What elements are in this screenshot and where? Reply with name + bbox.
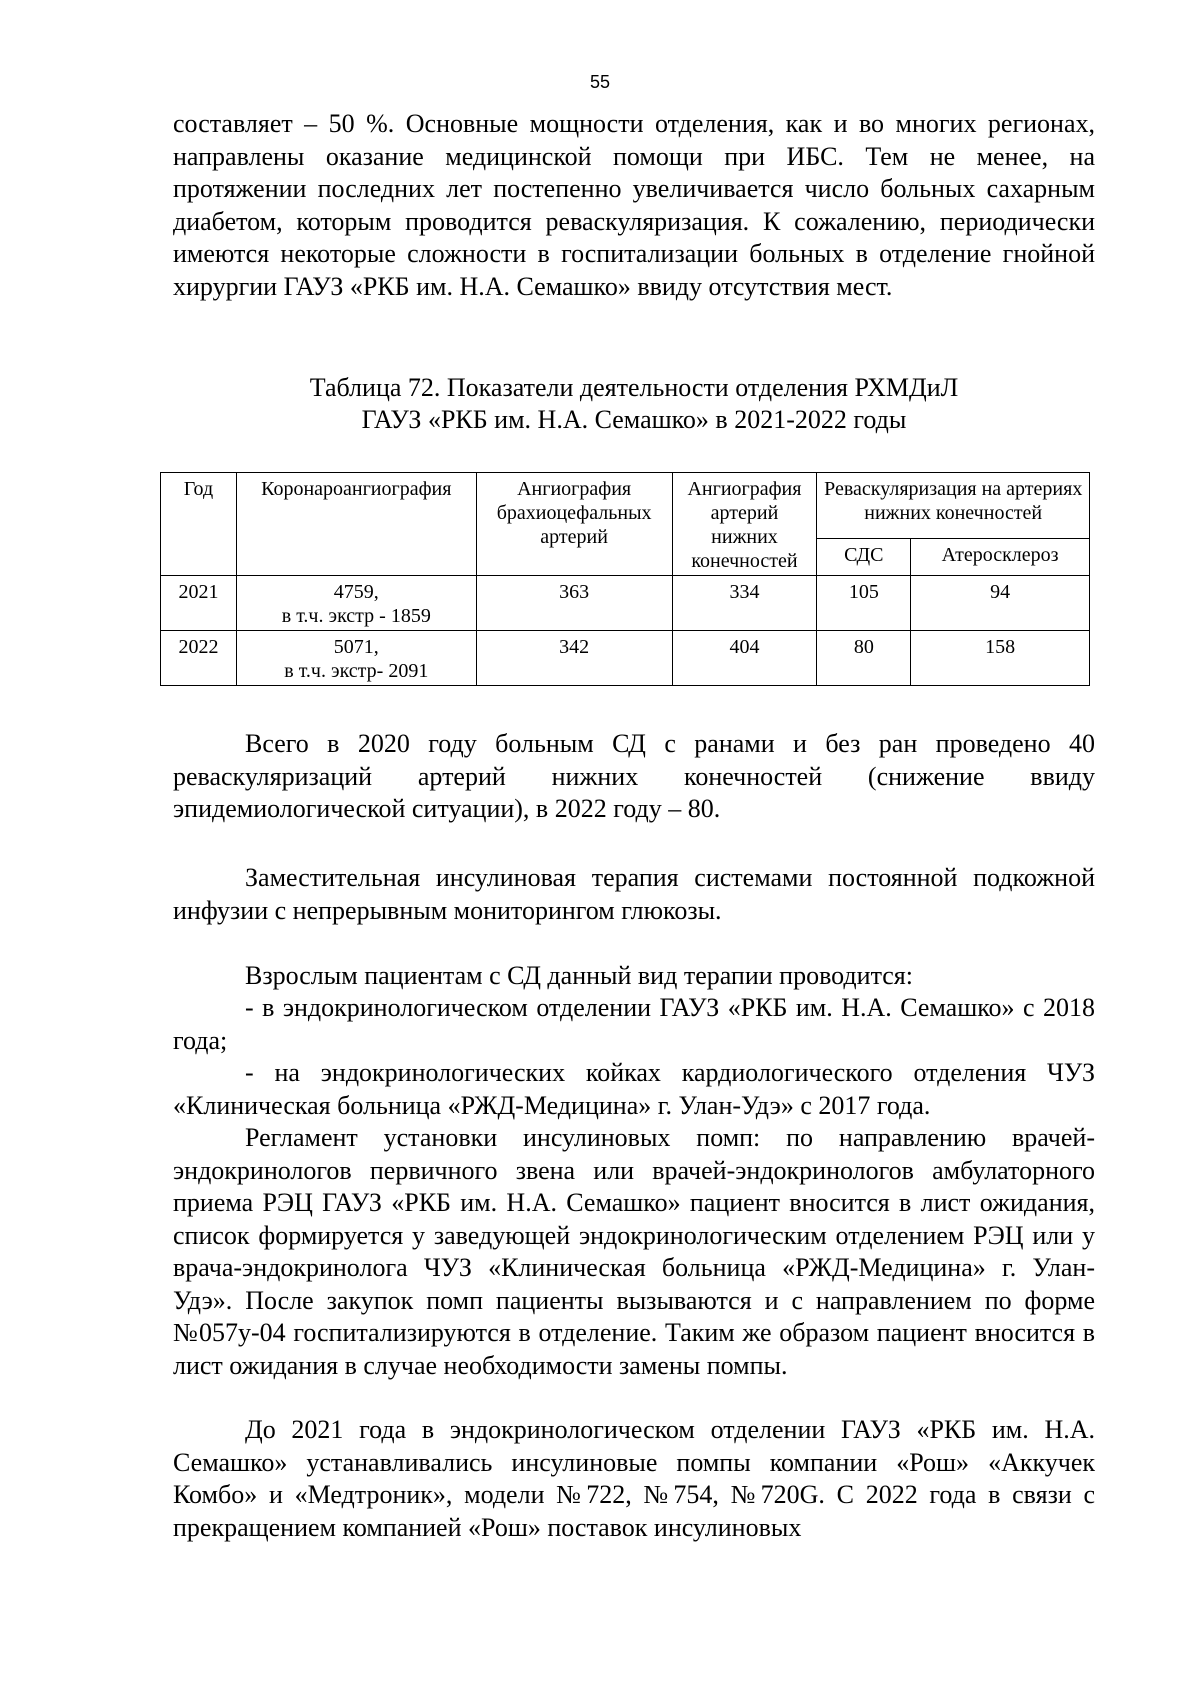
paragraph-pump-regulation: Регламент установки инсулиновых помп: по направлению врачей-эндокринологов первичного звена или врачей-эндокринологов амбулаторного приема РЭЦ ГАУЗ «РКБ им. Н.А. Семашко» пациент вносится в лист ожидания, список формируется у заведующей эндокринологическим отделением РЭЦ или у врача-эндокринолога ЧУЗ «Клиническая больница «РЖД-Медицина» г. Улан-Удэ». После закупок помп пациенты вызываются и с направлением по форме №057у-04 госпитализируются в отделение. Таким же образом пациент вносится в лист ожидания в случае необходимости замены помпы. — [173, 1123, 1095, 1380]
cell-brachiocephalic: 363 — [476, 576, 672, 631]
paragraph-revascularization-total: Всего в 2020 году больным СД с ранами и без ран проведено 40 реваскуляризаций артерий нижних конечностей (снижение ввиду эпидемиологической ситуации), в 2022 году – 80. — [173, 729, 1095, 823]
cell-coronary — [236, 631, 476, 686]
header-atherosclerosis: Атеросклероз — [911, 538, 1090, 575]
header-coronary-angiography: Коронароангиография — [236, 473, 476, 576]
cell-year: 2022 — [161, 631, 237, 686]
header-year: Год — [161, 473, 237, 576]
cell-coronary-total: 5071, — [333, 636, 379, 658]
table-row — [161, 576, 1090, 631]
table-caption-line-1: Таблица 72. Показатели деятельности отделения РХМДиЛ — [309, 373, 959, 402]
cell-lower-limb: 404 — [672, 631, 817, 686]
cell-year: 2021 — [161, 576, 237, 631]
paragraph-intro: составляет – 50 %. Основные мощности отделения, как и во многих регионах, направлены оказание медицинской помощи при ИБС. Тем не менее, на протяжении последних лет постепенно увеличивается число больных сахарным диабетом, которым проводится реваскуляризация. К сожалению, периодически имеются некоторые сложности в госпитализации больных в отделение гнойной хирургии ГАУЗ «РКБ им. Н.А. Семашко» ввиду отсутствия мест. — [173, 109, 1095, 301]
table-caption-line-2: ГАУЗ «РКБ им. Н.А. Семашко» в 2021-2022 годы — [361, 405, 907, 434]
paragraph-insulin-therapy: Заместительная инсулиновая терапия системами постоянной подкожной инфузии с непрерывным мониторингом глюкозы. — [173, 863, 1095, 925]
table-header-row — [161, 473, 1090, 539]
statistics-table — [160, 472, 1090, 686]
cell-atherosclerosis: 94 — [911, 576, 1090, 631]
cell-coronary-total: 4759, — [333, 581, 379, 603]
cell-atherosclerosis: 158 — [911, 631, 1090, 686]
table-caption — [173, 372, 1095, 436]
header-sds: СДС — [817, 538, 911, 575]
paragraph-cardiology-beds: - на эндокринологических койках кардиологического отделения ЧУЗ «Клиническая больница «РЖД-Медицина» г. Улан-Удэ» с 2017 года. — [173, 1058, 1095, 1120]
header-lower-limb-angiography: Ангиография артерий нижних конечностей — [672, 473, 817, 576]
paragraph-pump-models: До 2021 года в эндокринологическом отделении ГАУЗ «РКБ им. Н.А. Семашко» устанавливались инсулиновые помпы компании «Рош» «Аккучек Комбо» и «Медтроник», модели №722, №754, №720G. С 2022 года в связи с прекращением компанией «Рош» поставок инсулиновых — [173, 1415, 1095, 1542]
cell-sds: 105 — [817, 576, 911, 631]
table-row — [161, 631, 1090, 686]
header-brachiocephalic-angiography: Ангиография брахиоцефальных артерий — [476, 473, 672, 576]
paragraph-endocrinology-dept: - в эндокринологическом отделении ГАУЗ «РКБ им. Н.А. Семашко» с 2018 года; — [173, 993, 1095, 1055]
cell-brachiocephalic: 342 — [476, 631, 672, 686]
paragraph-adult-patients: Взрослым пациентам с СД данный вид терапии проводится: — [245, 961, 913, 990]
cell-coronary — [236, 576, 476, 631]
cell-coronary-emergency: в т.ч. экстр - 1859 — [281, 605, 431, 627]
cell-coronary-emergency: в т.ч. экстр- 2091 — [284, 660, 429, 682]
header-revascularization: Реваскуляризация на артериях нижних конечностей — [817, 473, 1090, 539]
page-number: 55 — [589, 72, 611, 92]
cell-sds: 80 — [817, 631, 911, 686]
cell-lower-limb: 334 — [672, 576, 817, 631]
